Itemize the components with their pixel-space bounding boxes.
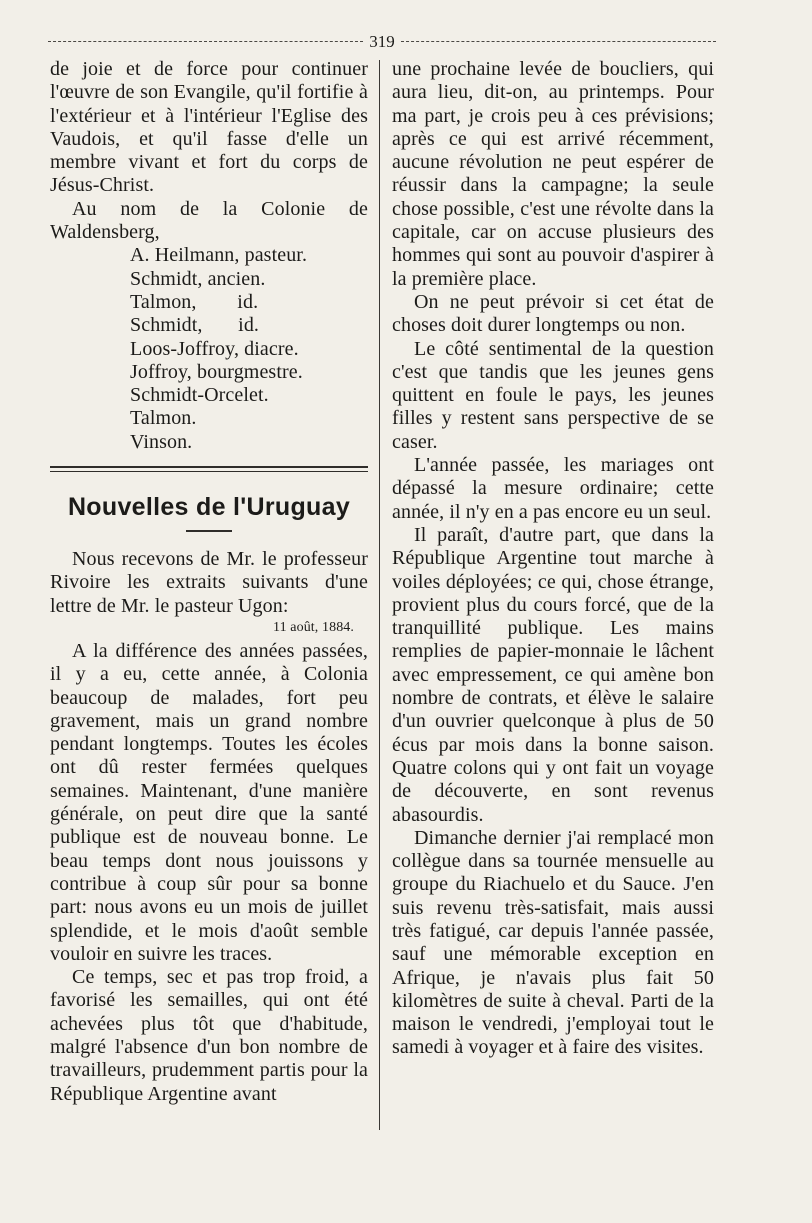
article-paragraph: une prochaine levée de boucliers, qui aura lieu, dit-on, au printemps. Pour ma part, je crois peu à ces prévisions; après ce qui est arrivé récemment, aucune révolution ne peut espérer de réussir dans la campagne; la seule chose possible, c'est une révolte dans la capitale, car on accuse plusieurs des hommes qui sont au pouvoir d'aspirer à la première place. xyxy=(392,58,714,290)
signatory: Joffroy, bourgmestre. xyxy=(130,360,303,383)
right-column xyxy=(392,58,714,1060)
signatory: Schmidt, ancien. xyxy=(130,267,266,290)
title-dash xyxy=(186,530,232,532)
article-paragraph: On ne peut prévoir si cet état de choses doit durer longtemps ou non. xyxy=(392,290,714,337)
signatory: Vinson. xyxy=(130,430,193,453)
article-paragraph: A la différence des années passées, il y a eu, cette année, à Colonia beaucoup de malades, fort peu gravement, mais un grand nombre pendant longtemps. Toutes les écoles ont dû rester fermées quelques semaines. Maintenant, d'une manière générale, on peut dire que la santé publique est de nouveau bonne. Le beau temps dont nous jouissons y contribue à coup sûr pour sa bonne part: nous avons eu un mois de juillet splendide, et le mois d'août semble vouloir en suivre les traces. xyxy=(50,639,368,965)
signatories-list xyxy=(130,244,368,454)
page-header xyxy=(48,32,716,50)
column-divider xyxy=(379,60,380,1130)
header-rule-left xyxy=(48,41,363,42)
signatory: A. Heilmann, pasteur. xyxy=(130,244,308,267)
colony-salutation: Au nom de la Colonie de Waldensberg, xyxy=(50,197,368,244)
article-paragraph: L'année passée, les mariages ont dépassé la mesure ordinaire; cette année, il n'y en a pas encore eu un seul. xyxy=(392,454,714,523)
signatory: Loos-Joffroy, diacre. xyxy=(130,337,299,360)
signatory: Schmidt-Orcelet. xyxy=(130,384,269,407)
section-separator-thick xyxy=(50,466,368,468)
article-paragraph: Le côté sentimental de la question c'est que tandis que les jeunes gens quittent en foule le pays, les jeunes filles y restent sans perspective de se caser. xyxy=(392,337,714,453)
signatory: Talmon. xyxy=(130,407,197,430)
signatory: Schmidt, id. xyxy=(130,314,260,337)
article-paragraph: Il paraît, d'autre part, que dans la République Argentine tout marche à voiles déployées; ce qui, chose étrange, provient plus du cours forcé, que de la tranquillité publique. Les mains remplies de papier-monnaie le lâchent avec empressement, ce qui amène bon nombre de contrats, et élève le salaire d'un ouvrier quelconque à plus de 50 écus par mois dans la bonne saison. Quatre colons qui y ont fait un voyage de découverte, en sont revenus abasourdis. xyxy=(392,523,714,826)
section-title: Nouvelles de l'Uruguay xyxy=(67,493,351,522)
letter-closing-paragraph: de joie et de force pour continuer l'œuvre de son Evangile, qu'il fortifie à l'extérieur et à l'intérieur l'Eglise des Vaudois, et qu'il fasse d'elle un membre vivant et fort du corps de Jésus-Christ. xyxy=(50,58,368,197)
header-rule-right xyxy=(401,41,716,42)
letter-date: 11 août, 1884. xyxy=(273,619,354,635)
page-number: 319 xyxy=(369,31,395,51)
article-intro: Nous recevons de Mr. le professeur Rivoire les extraits suivants d'une lettre de Mr. le pasteur Ugon: xyxy=(50,548,368,617)
article-paragraph: Ce temps, sec et pas trop froid, a favorisé les semailles, qui ont été achevées plus tôt que d'habitude, malgré l'absence d'un bon nombre de travailleurs, prudemment partis pour la République Argentine avant xyxy=(50,966,368,1105)
signatory: Talmon, id. xyxy=(130,290,259,313)
section-separator-thin xyxy=(50,471,368,472)
left-column xyxy=(50,58,368,1106)
article-paragraph: Dimanche dernier j'ai remplacé mon collègue dans sa tournée mensuelle au groupe du Riachuelo et du Sauce. J'en suis revenu très-satisfait, mais aussi très fatigué, car depuis l'année passée, sauf une mémorable exception en Afrique, je n'avais plus fait 50 kilomètres de suite à cheval. Parti de la maison le vendredi, j'employai tout le samedi à voyager et à faire des visites. xyxy=(392,826,714,1059)
